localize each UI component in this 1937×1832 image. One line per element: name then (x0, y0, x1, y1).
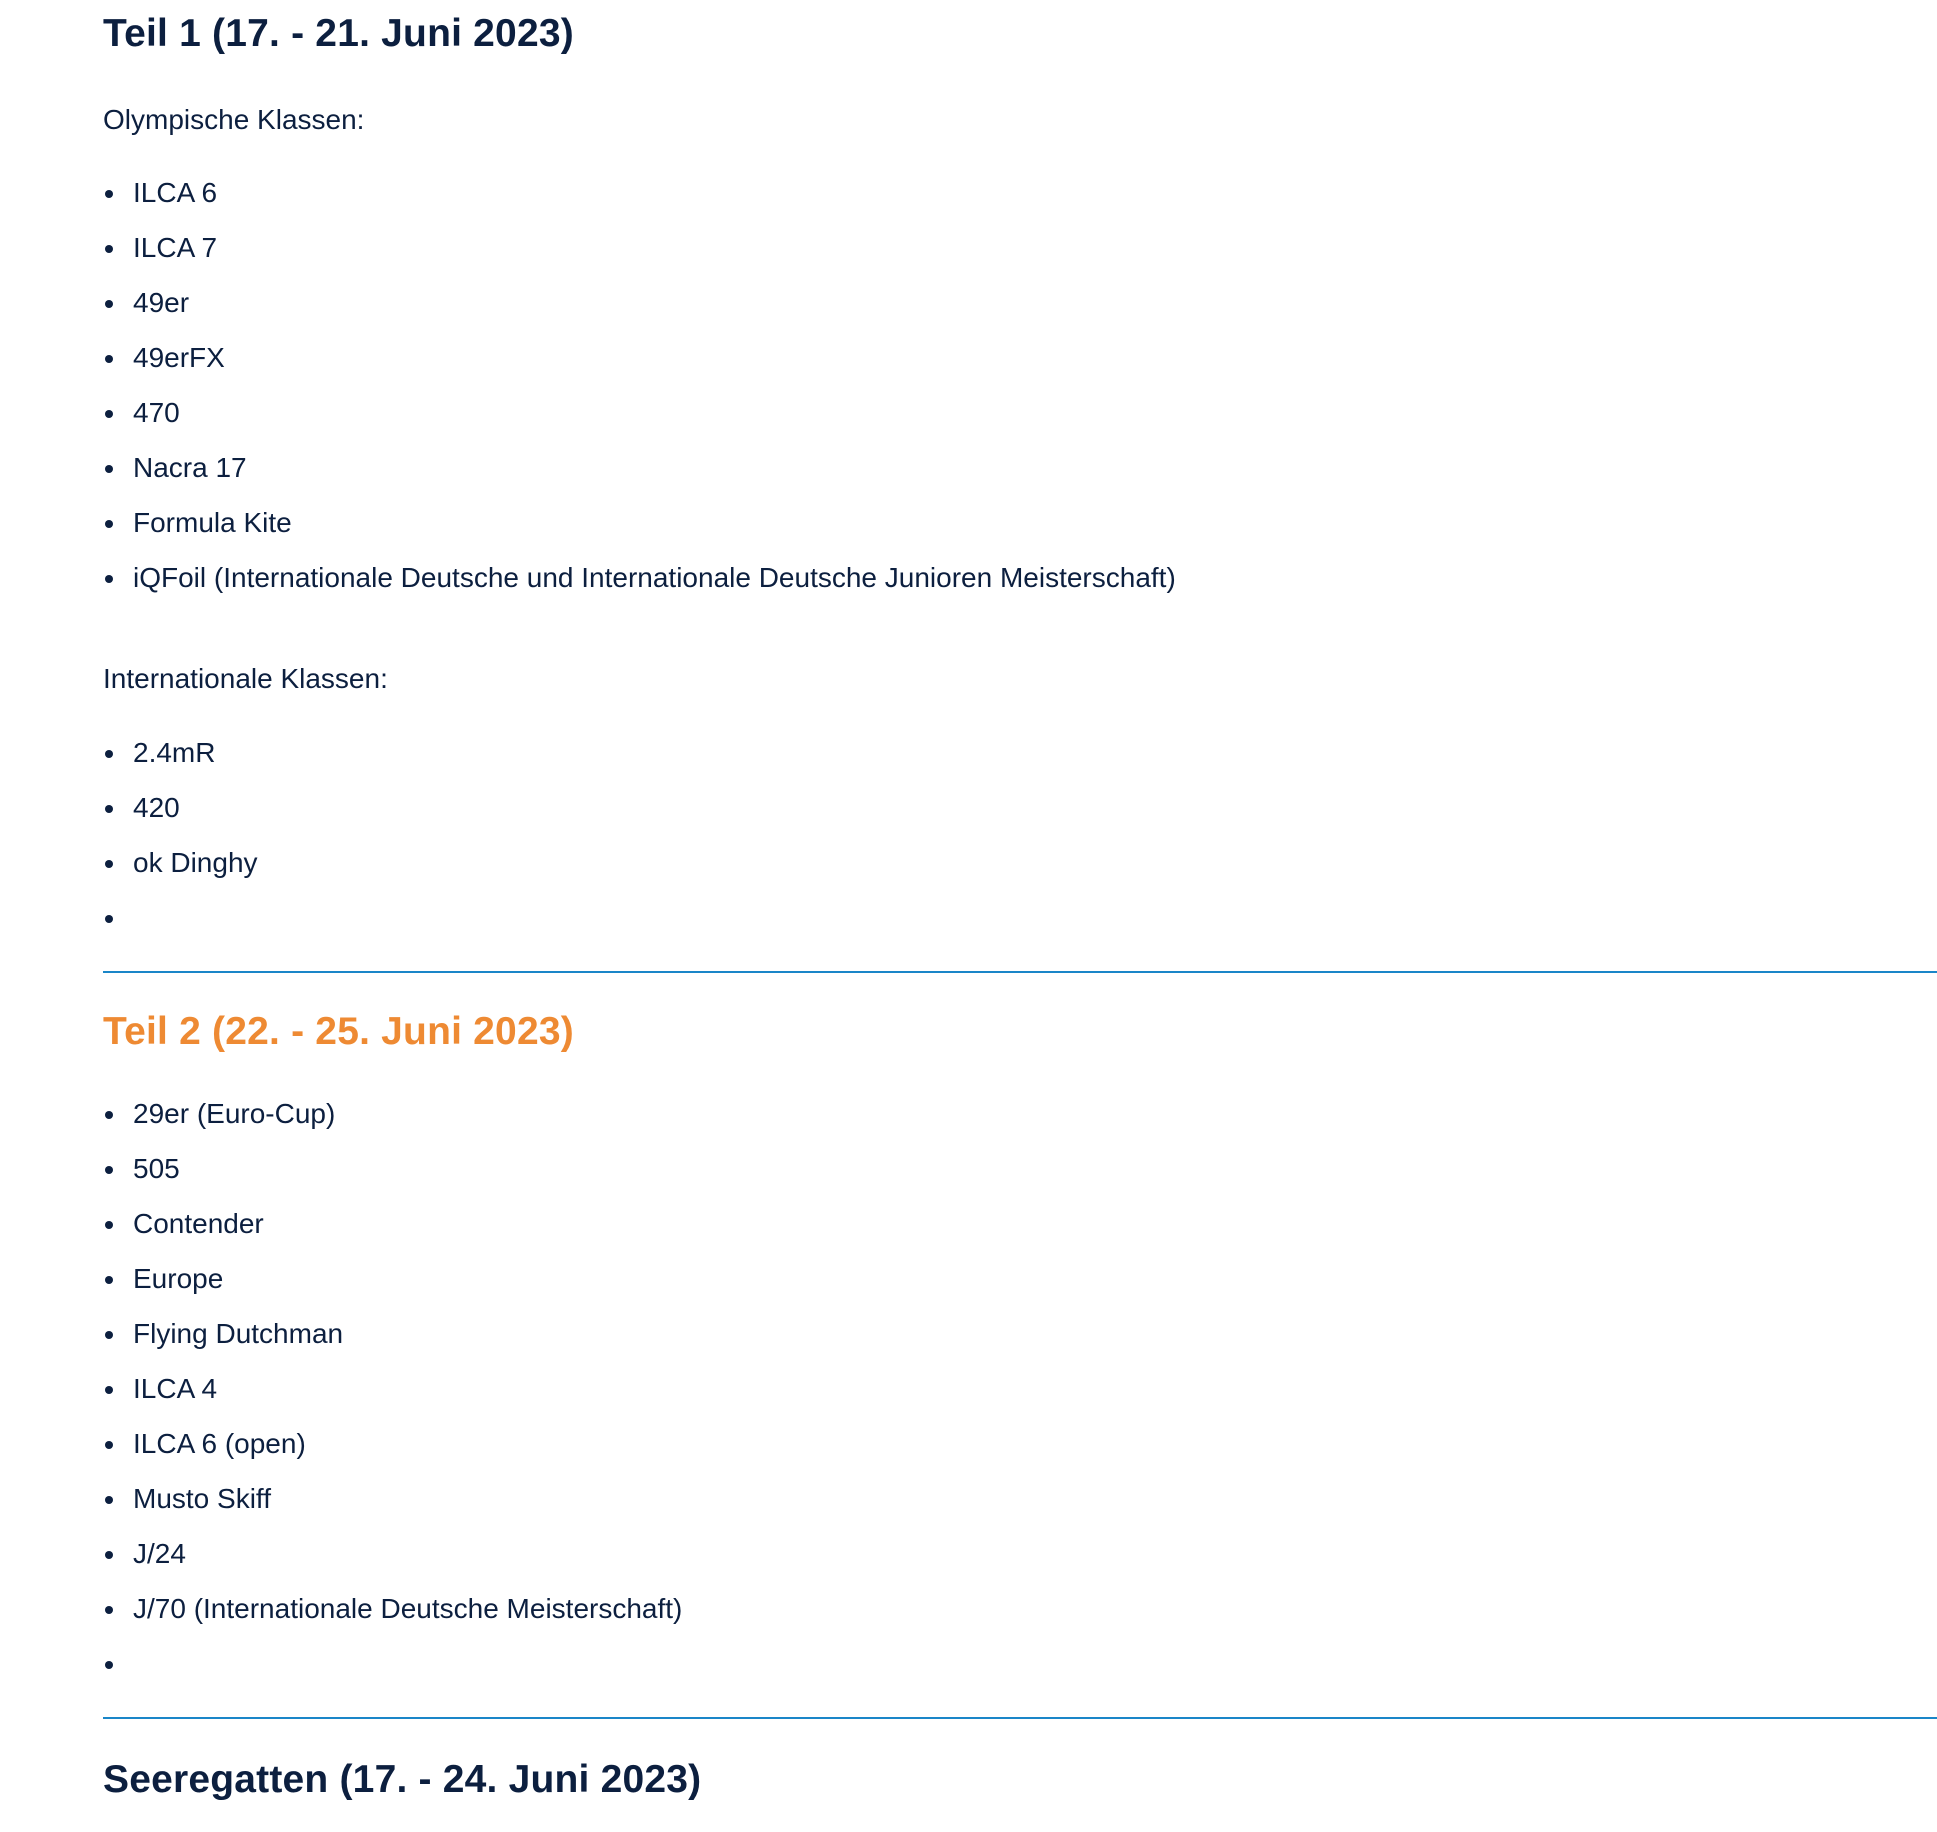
list-item: ILCA 4 (103, 1375, 682, 1430)
list-item: ILCA 6 (open) (103, 1430, 682, 1485)
list-item: 49er (103, 289, 1176, 344)
list-item: ILCA 7 (103, 234, 1176, 289)
list-item: Musto Skiff (103, 1485, 682, 1540)
list-item: 505 (103, 1155, 682, 1210)
section-title-seeregatten: Seeregatten (17. - 24. Juni 2023) (103, 1758, 702, 1801)
list-item: Contender (103, 1210, 682, 1265)
list-item: iQFoil (Internationale Deutsche und Internationale Deutsche Junioren Meisterschaft) (103, 564, 1176, 619)
section-title-teil-1: Teil 1 (17. - 21. Juni 2023) (103, 12, 574, 55)
list-item: 420 (103, 794, 258, 849)
list-item: ok Dinghy (103, 849, 258, 904)
list-item: 470 (103, 399, 1176, 454)
section-title-teil-2: Teil 2 (22. - 25. Juni 2023) (103, 1010, 574, 1053)
list-item (103, 1650, 682, 1705)
section-divider (103, 971, 1937, 973)
list-item (103, 904, 258, 959)
list-item: 49erFX (103, 344, 1176, 399)
list-item: J/24 (103, 1540, 682, 1595)
list-item: Nacra 17 (103, 454, 1176, 509)
teil-2-classes-list (103, 1100, 682, 1705)
olympic-classes-list (103, 179, 1176, 619)
olympic-classes-label: Olympische Klassen: (103, 104, 365, 135)
section-divider (103, 1717, 1937, 1719)
list-item: 2.4mR (103, 739, 258, 794)
list-item: J/70 (Internationale Deutsche Meisterschaft) (103, 1595, 682, 1650)
list-item: Flying Dutchman (103, 1320, 682, 1375)
list-item: 29er (Euro-Cup) (103, 1100, 682, 1155)
list-item: Formula Kite (103, 509, 1176, 564)
international-classes-label: Internationale Klassen: (103, 663, 388, 694)
list-item: Europe (103, 1265, 682, 1320)
international-classes-list (103, 739, 258, 959)
list-item: ILCA 6 (103, 179, 1176, 234)
